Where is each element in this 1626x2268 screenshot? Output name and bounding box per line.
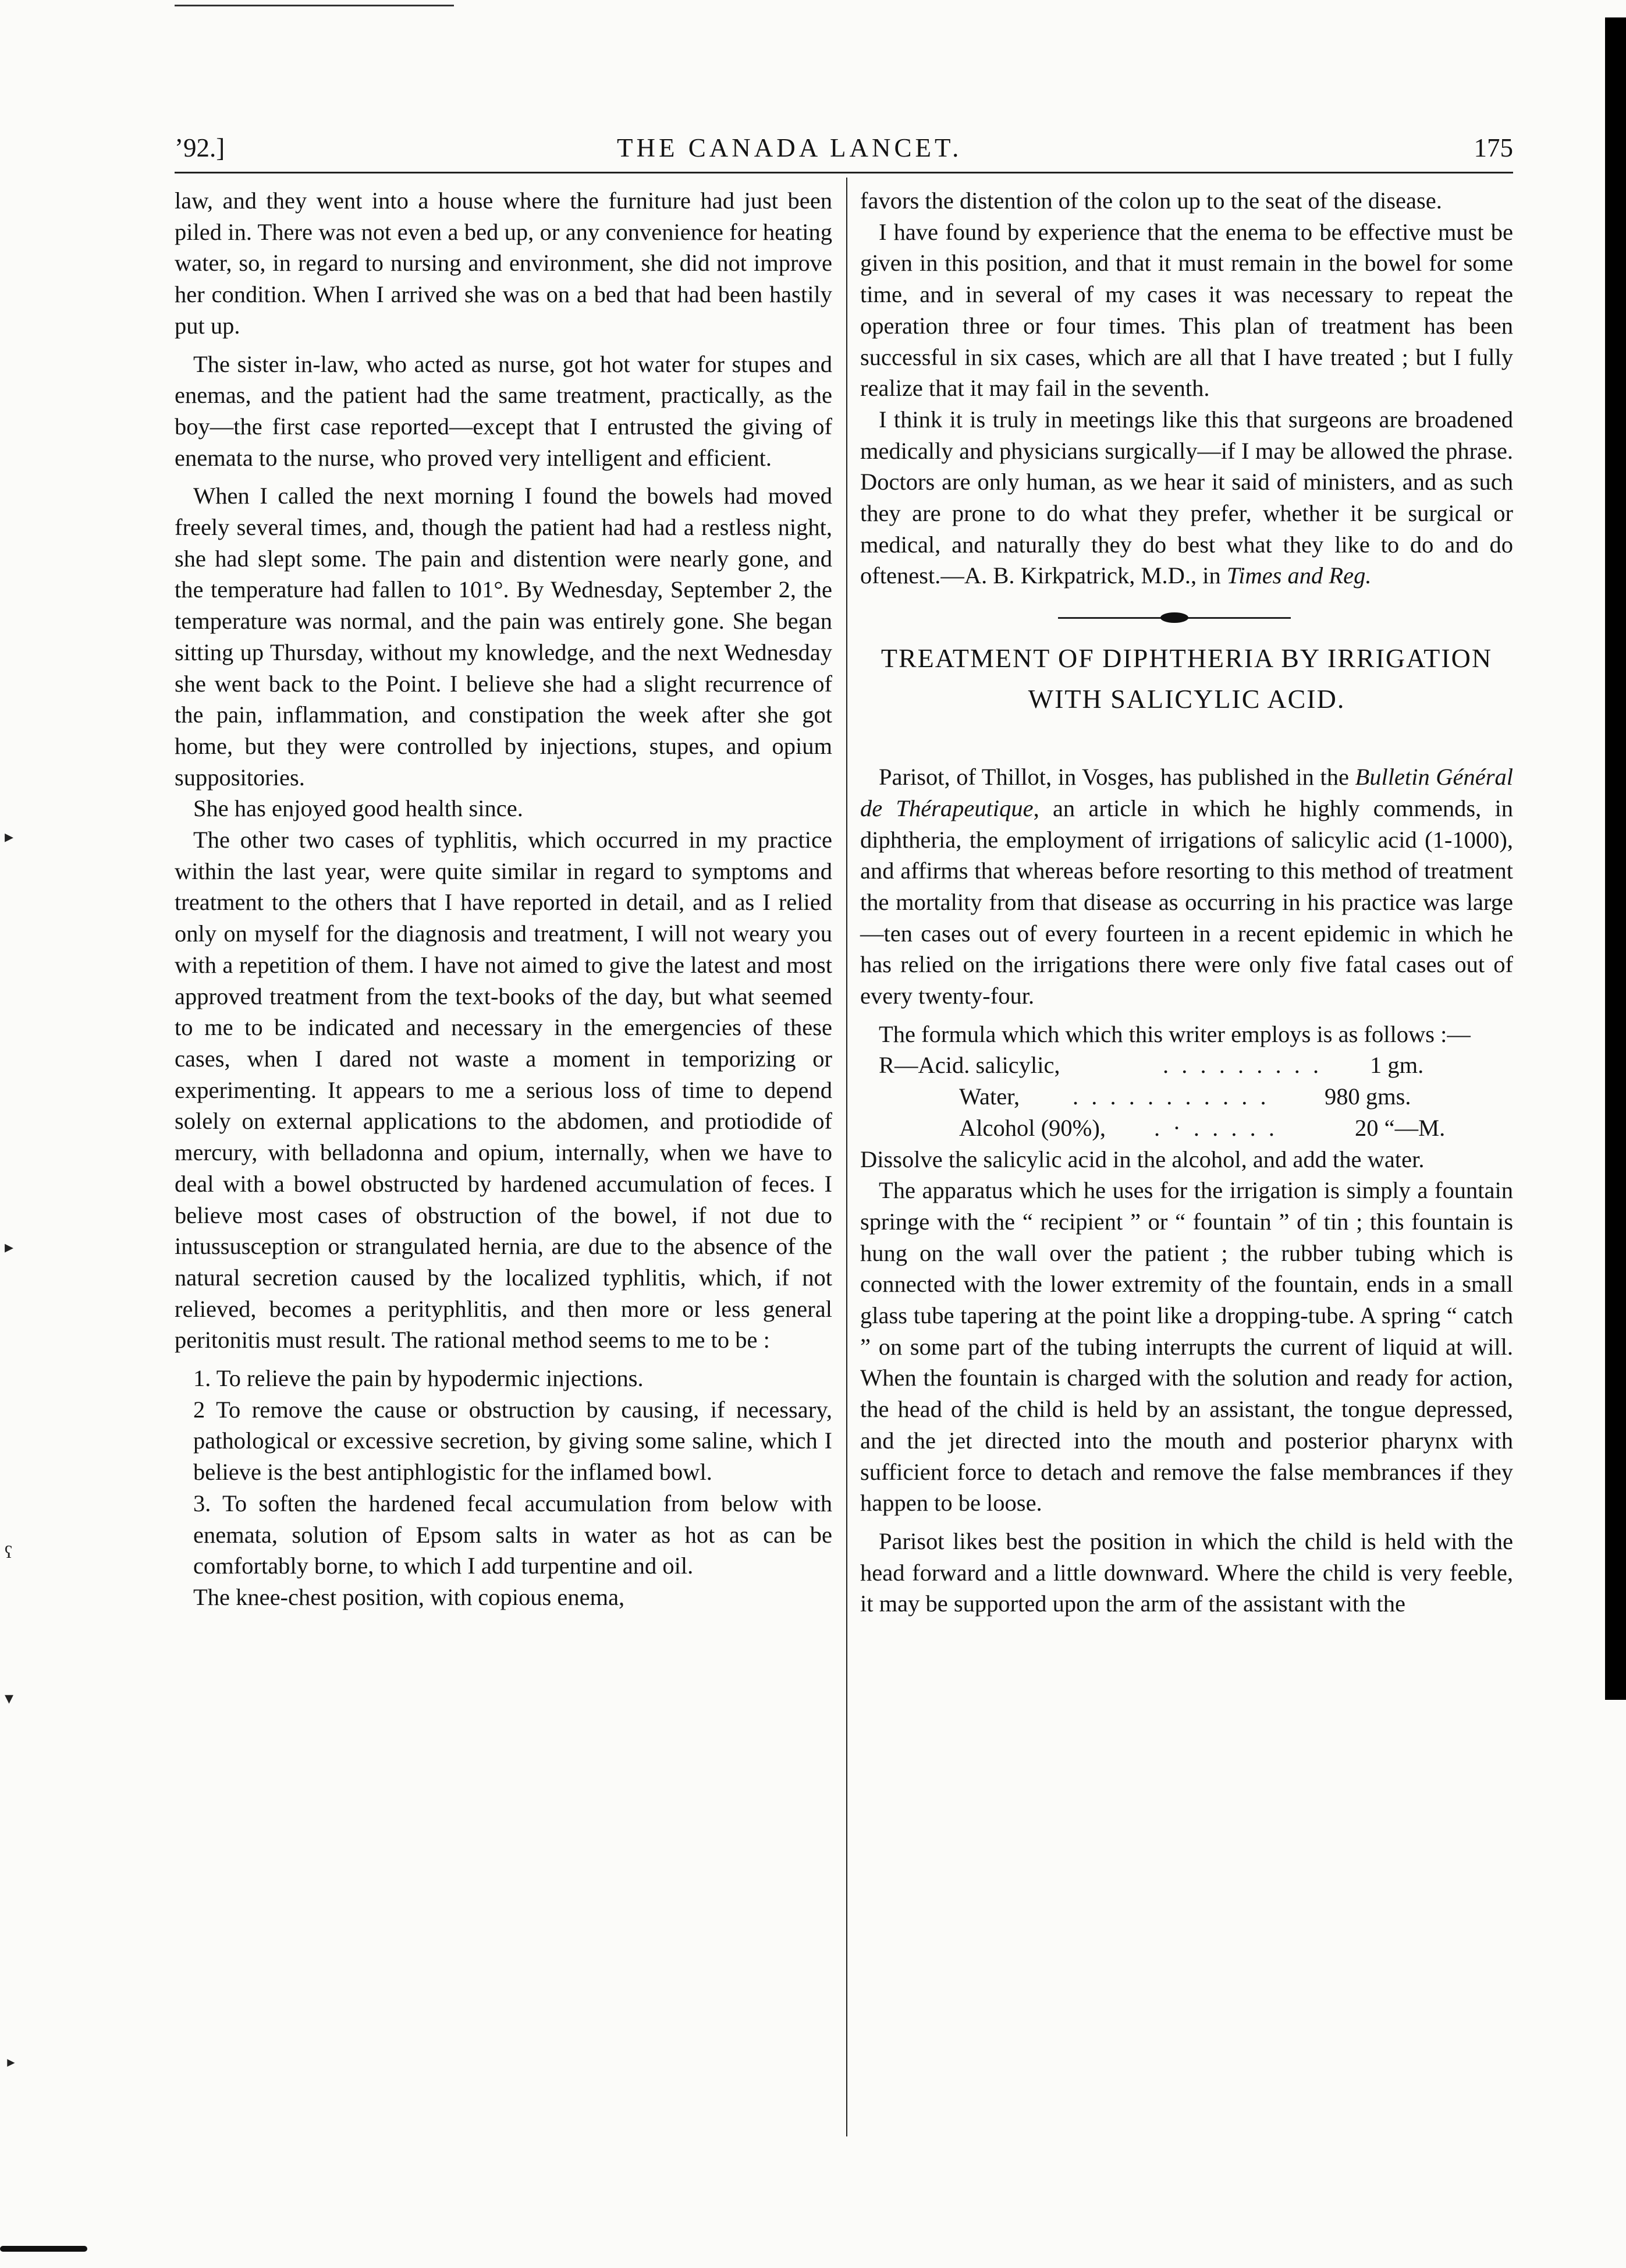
paragraph: Parisot likes best the position in which the child is held with the head forward and a little downward. Where the child is very feeble, it may be supported upon the arm of the assistant with the <box>860 1528 1513 1617</box>
formula-row <box>860 1050 1513 1081</box>
paragraph: She has enjoyed good health since. <box>193 795 523 822</box>
intro-text: , an article in which he highly commends, in diphtheria, the employment of irrigations of salicylic acid (1-1000), and affirms that whereas before resorting to this method of treatment the mortality from that disease as occurring in his practice was large—ten cases out of every fourteen in a recent epidemic in which he has relied on the irrigations there were only five fatal cases out of every twenty-four. <box>860 795 1513 1009</box>
top-edge-rule <box>175 5 454 6</box>
article-title: TREATMENT OF DIPHTHERIA BY IRRIGATION WITH SALICYLIC ACID. <box>881 643 1493 714</box>
paragraph: favors the distention of the colon up to the seat of the disease. <box>860 187 1442 214</box>
margin-mark: ʕ <box>5 1543 13 1562</box>
paragraph: The apparatus which he uses for the irrigation is simply a fountain springe with the “ recipient ” or “ fountain ” of tin ; this fountain is hung on the wall over the patient ; the rubber tubing which is connected with the lower extremity of the fountain, ends in a small glass tube tapering at the point like a dropping-tube. A spring “ catch ” on some part of the tubing interrupts the current of liquid at will. When the fountain is charged with the solution and ready for action, the head of the child is held by an assistant, the tongue depressed, and the jet directed into the mouth and posterior pharynx with sufficient force to detach and remove the false membrances if they happen to be loose. <box>860 1177 1513 1516</box>
header-issue-year: ’92.] <box>175 133 225 162</box>
margin-mark: ▾ <box>5 1689 14 1708</box>
paragraph: The sister in-law, who acted as nurse, got hot water for stupes and enemas, and the patient had the same treatment, practically, as the boy—the first case reported—except that I entrusted the giving of enemata to the nurse, who proved very intelligent and efficient. <box>175 350 832 471</box>
paragraph: I have found by experience that the enema to be effective must be given in this position, and that it must remain in the bowel for some time, and in several of my cases it was necessary to repeat the operation three or four times. This plan of treatment has been successful in six cases, which are all that I have treated ; but I fully realize that it may fail in the seventh. <box>860 218 1513 402</box>
paragraph: law, and they went into a house where the furniture had just been piled in. There was not even a bed up, or any convenience for heating water, so, in regard to nursing and environment, she did not improve her condition. When I arrived she was on a bed that had been hastily put up. <box>175 187 832 339</box>
running-header <box>175 133 1513 173</box>
list-item: 1. To relieve the pain by hypodermic injections. <box>193 1365 644 1392</box>
leader-dots: . · . . . . . <box>1154 1114 1278 1141</box>
list-item: 3. To soften the hardened fecal accumulation from below with enemata, solution of Epsom salts in water as hot as can be comfortably borne, to which I add turpentine and oil. <box>193 1490 832 1579</box>
closing-text: I think it is truly in meetings like this that surgeons are broadened medically and physicians surgically—if I may be allowed the phrase. Doctors are only human, as we hear it said of ministers, and as such they are prone to do what they prefer, whether it be surgical or medical, and naturally they do best what they like to do and do oftenest.—A. B. Kirkpatrick, M.D., in <box>860 406 1513 589</box>
paragraph <box>860 404 1513 591</box>
formula-quantity: 20 “—M. <box>1355 1114 1446 1141</box>
citation: Times and Reg. <box>1226 562 1372 589</box>
formula-quantity: 1 gm. <box>1370 1052 1424 1079</box>
intro-text: Parisot, of Thillot, in Vosges, has published in the <box>879 764 1349 791</box>
page-number: 175 <box>1474 133 1513 162</box>
margin-mark: ► <box>5 2055 17 2069</box>
margin-mark: ▸ <box>5 827 14 846</box>
left-column <box>175 185 832 1613</box>
leader-dots: . . . . . . . . . . . <box>1073 1083 1270 1110</box>
formula-row <box>860 1112 1513 1144</box>
section-divider <box>860 591 1513 638</box>
journal-title: THE CANADA LANCET. <box>617 133 963 162</box>
paragraph: The formula which which this writer employs is as follows :— <box>879 1020 1471 1047</box>
formula-ingredient: R—Acid. salicylic, <box>879 1052 1060 1079</box>
formula-row <box>860 1081 1513 1112</box>
list-item: 2 To remove the cause or obstruction by causing, if necessary, pathological or excessive secretion, by giving some saline, which I believe is the best antiphlogistic for the inflamed bowl. <box>193 1396 832 1486</box>
paragraph: The other two cases of typhlitis, which occurred in my practice within the last year, were quite similar in regard to symptoms and treatment to the others that I have reported in detail, and as I relied only on myself for the diagnosis and treatment, I will not weary you with a repetition of them. I have not aimed to give the latest and most approved treatment from the text-books of the day, but what seemed to me to be indicated and necessary in the emergencies of these cases, when I dared not waste a moment in temporizing or experimenting. It appears to me a serious loss of time to depend solely on external applications to the abdomen, and protiodide of mercury, with belladonna and opium, internally, when we have to deal with a bowel obstructed by hardened accumulation of feces. I believe most cases of obstruction of the bowel, if not due to intussusception or strangulated hernia, are due to the absence of the natural secretion caused by the localized typhlitis, which, if not relieved, becomes a perityphlitis, and then more or less general peritonitis must result. The rational method seems to me to be : <box>175 827 832 1353</box>
journal-name: Bulletin Général de Thérapeutique <box>860 764 1514 821</box>
formula-table <box>860 1050 1513 1143</box>
divider-ornament <box>1160 612 1188 623</box>
formula-quantity: 980 gms. <box>1325 1083 1411 1110</box>
paragraph: Dissolve the salicylic acid in the alcohol, and add the water. <box>860 1146 1425 1172</box>
formula-ingredient: Alcohol (90%), <box>959 1114 1106 1141</box>
column-divider <box>846 178 847 2136</box>
paragraph: The knee-chest position, with copious enema, <box>193 1583 625 1610</box>
scan-right-edge <box>1605 17 1626 1700</box>
scan-smear <box>0 2246 87 2252</box>
header-rule <box>175 172 1513 173</box>
formula-ingredient: Water, <box>959 1083 1020 1110</box>
leader-dots: . . . . . . . . . <box>1163 1052 1323 1079</box>
margin-mark: ▸ <box>5 1238 14 1257</box>
right-column <box>860 185 1513 1620</box>
paragraph: When I called the next morning I found the bowels had moved freely several times, and, though the patient had had a restless night, she had slept some. The pain and distention were nearly gone, and the temperature had fallen to 101°. By Wednesday, September 2, the temperature was normal, and the pain was entirely gone. She began sitting up Thursday, without my knowledge, and the next Wednesday she went back to the Point. I believe she had a slight recurrence of the pain, inflammation, and constipation the week after she got home, but they were controlled by injections, stupes, and opium suppositories. <box>175 483 832 791</box>
paragraph <box>860 761 1513 1012</box>
